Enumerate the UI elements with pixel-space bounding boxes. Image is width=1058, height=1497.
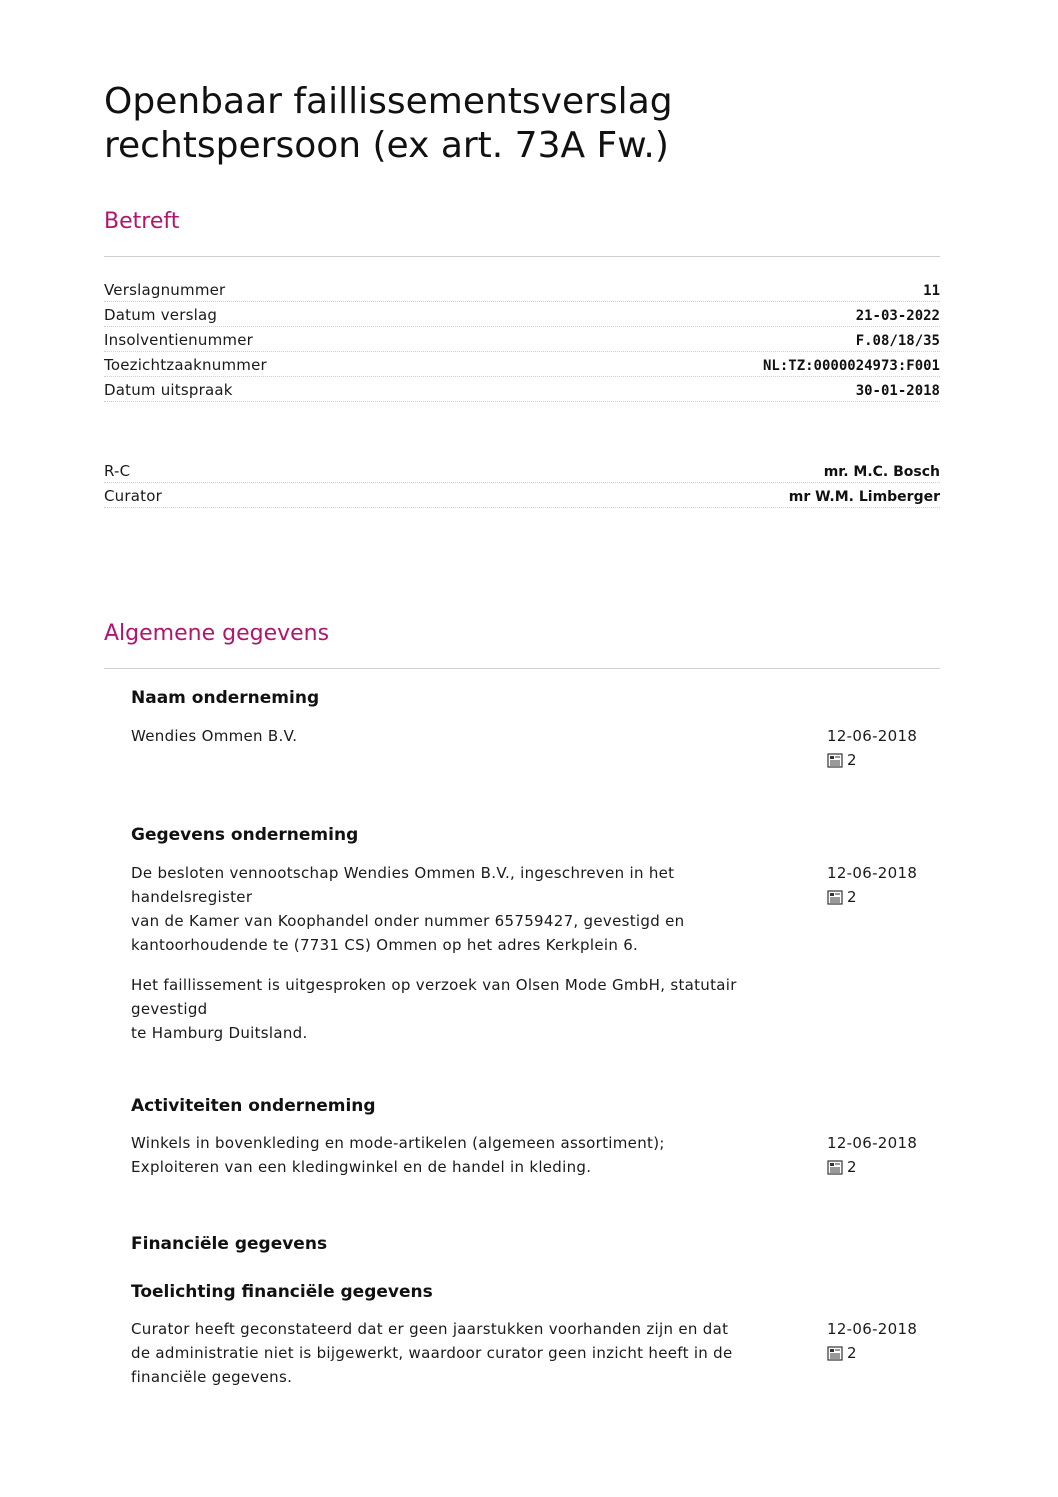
report-reference[interactable] bbox=[827, 1341, 940, 1365]
block-body bbox=[131, 861, 796, 1061]
block-meta bbox=[827, 1131, 940, 1179]
text-line: te Hamburg Duitsland. bbox=[131, 1024, 308, 1042]
report-reference[interactable] bbox=[827, 1155, 940, 1179]
kv-row-verslagnummer bbox=[104, 277, 940, 302]
report-date: 12-06-2018 bbox=[827, 727, 918, 745]
block-meta bbox=[827, 724, 940, 772]
block-meta bbox=[827, 1317, 940, 1365]
kv-row-rc bbox=[104, 458, 940, 483]
document-icon bbox=[827, 1345, 843, 1361]
document-icon bbox=[827, 889, 843, 905]
paragraph bbox=[131, 861, 796, 957]
document-title bbox=[104, 80, 940, 168]
kv-value: 11 bbox=[923, 283, 940, 299]
report-ref-number: 2 bbox=[847, 1344, 857, 1362]
kv-label: Datum uitspraak bbox=[104, 381, 233, 399]
text-line: Exploiteren van een kledingwinkel en de handel in kleding. bbox=[131, 1158, 592, 1176]
report-ref-number: 2 bbox=[847, 1158, 857, 1176]
block-title: Gegevens onderneming bbox=[131, 825, 359, 845]
section-heading-algemene-gegevens: Algemene gegevens bbox=[104, 621, 330, 646]
kv-row-datum-verslag bbox=[104, 302, 940, 327]
kv-label: R-C bbox=[104, 462, 131, 480]
report-ref-number: 2 bbox=[847, 888, 857, 906]
text-line: kantoorhoudende te (7731 CS) Ommen op het adres Kerkplein 6. bbox=[131, 936, 639, 954]
kv-label: Curator bbox=[104, 487, 162, 505]
report-date: 12-06-2018 bbox=[827, 1320, 918, 1338]
kv-label: Datum verslag bbox=[104, 306, 218, 324]
report-ref-number: 2 bbox=[847, 751, 857, 769]
text-line: De besloten vennootschap Wendies Ommen B.V., ingeschreven in het bbox=[131, 864, 675, 882]
kv-value: mr W.M. Limberger bbox=[788, 489, 940, 505]
text-line: handelsregister bbox=[131, 888, 253, 906]
block-naam-onderneming bbox=[131, 688, 940, 778]
persons-table bbox=[104, 458, 940, 508]
block-title: Naam onderneming bbox=[131, 688, 320, 708]
block-gegevens-onderneming bbox=[131, 825, 940, 1055]
text-line: Curator heeft geconstateerd dat er geen jaarstukken voorhanden zijn en dat bbox=[131, 1320, 729, 1338]
block-toelichting-financiele-gegevens bbox=[131, 1282, 940, 1402]
kv-value: 30-01-2018 bbox=[855, 383, 940, 399]
text-line: financiële gegevens. bbox=[131, 1368, 293, 1386]
text-line: van de Kamer van Koophandel onder nummer 65759427, gevestigd en bbox=[131, 912, 685, 930]
text-line: Winkels in bovenkleding en mode-artikelen (algemeen assortiment); bbox=[131, 1134, 665, 1152]
kv-row-toezichtzaaknummer bbox=[104, 352, 940, 377]
document-icon bbox=[827, 1159, 843, 1175]
kv-row-insolventienummer bbox=[104, 327, 940, 352]
document-title-line2: rechtspersoon (ex art. 73A Fw.) bbox=[104, 125, 669, 166]
block-body bbox=[131, 1131, 796, 1179]
report-reference[interactable] bbox=[827, 885, 940, 909]
paragraph bbox=[131, 973, 796, 1045]
block-activiteiten-onderneming bbox=[131, 1096, 940, 1186]
report-date: 12-06-2018 bbox=[827, 1134, 918, 1152]
text-line: de administratie niet is bijgewerkt, waardoor curator geen inzicht heeft in de bbox=[131, 1344, 733, 1362]
kv-value: mr. M.C. Bosch bbox=[823, 464, 940, 480]
block-meta bbox=[827, 861, 940, 909]
block-title: Financiële gegevens bbox=[131, 1234, 328, 1254]
block-title: Activiteiten onderneming bbox=[131, 1096, 376, 1116]
kv-value: 21-03-2022 bbox=[855, 308, 940, 324]
kv-value: F.08/18/35 bbox=[855, 333, 940, 349]
text-line: Het faillissement is uitgesproken op verzoek van Olsen Mode GmbH, statutair bbox=[131, 976, 737, 994]
document-title-line1: Openbaar faillissementsverslag bbox=[104, 81, 673, 122]
kv-label: Verslagnummer bbox=[104, 281, 226, 299]
section-divider bbox=[104, 668, 940, 669]
kv-label: Toezichtzaaknummer bbox=[104, 356, 267, 374]
text-line: gevestigd bbox=[131, 1000, 208, 1018]
section-heading-betreft: Betreft bbox=[104, 209, 180, 234]
block-body bbox=[131, 724, 796, 748]
kv-value: NL:TZ:0000024973:F001 bbox=[762, 358, 940, 374]
block-body bbox=[131, 1317, 796, 1389]
section-divider bbox=[104, 256, 940, 257]
company-name: Wendies Ommen B.V. bbox=[131, 727, 298, 745]
report-reference[interactable] bbox=[827, 748, 940, 772]
block-financiele-gegevens bbox=[131, 1234, 940, 1260]
kv-label: Insolventienummer bbox=[104, 331, 254, 349]
case-details-table bbox=[104, 277, 940, 402]
kv-row-curator bbox=[104, 483, 940, 508]
document-icon bbox=[827, 752, 843, 768]
report-date: 12-06-2018 bbox=[827, 864, 918, 882]
block-title: Toelichting financiële gegevens bbox=[131, 1282, 433, 1302]
kv-row-datum-uitspraak bbox=[104, 377, 940, 402]
